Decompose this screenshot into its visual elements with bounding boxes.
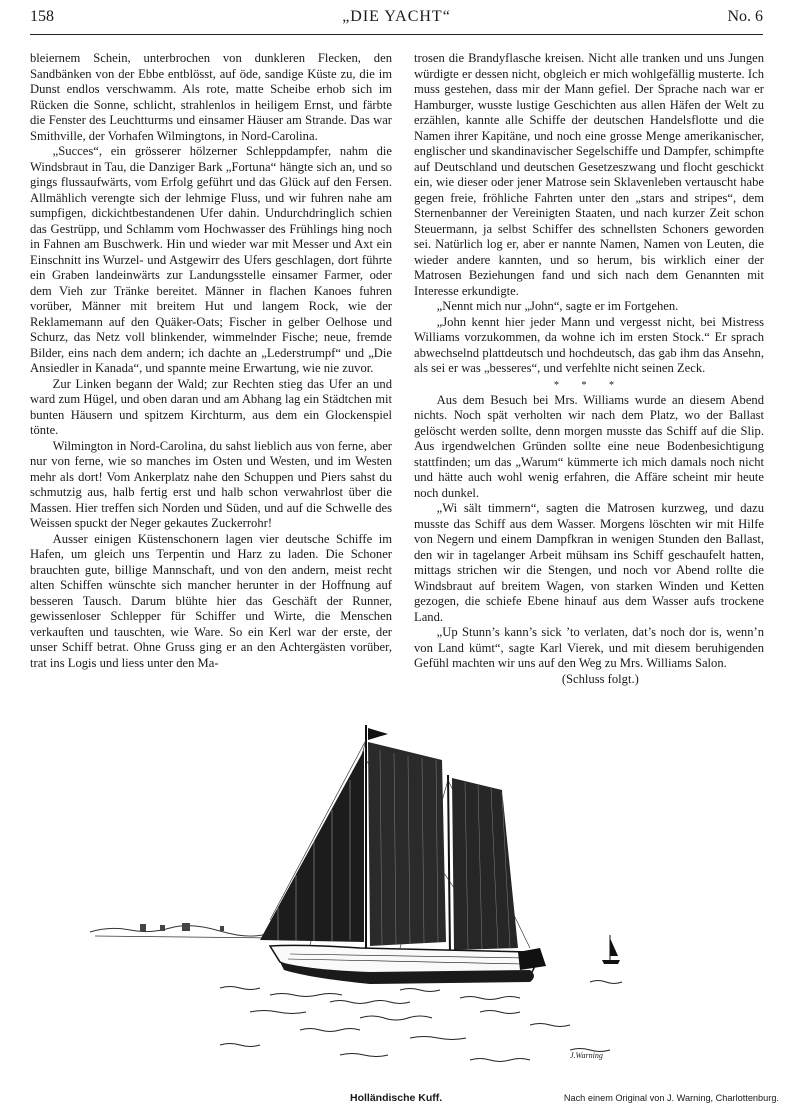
illustration-credit: Nach einem Original von J. Warning, Charlottenburg. [563,1093,779,1103]
sailing-ship-drawing [70,720,730,1090]
right-paragraph-3: „John kennt hier jeder Mann und vergesst nicht, bei Mistress Williams vorzukommen, da wohne ich im ersten Stock.“ Er sprach abwechselnd plattdeutsch und hochdeutsch, das gab ihm das Ansehn, als sei er was „besseres“, und verfehlte nicht seinen Zeck. [414,314,764,375]
section-break: * * * [554,379,624,391]
continued-note: (Schluss folgt.) [561,671,639,686]
water-ripples [220,981,622,1062]
distant-boat [602,935,620,964]
left-paragraph-4: Wilmington in Nord-Carolina, du sahst lieblich aus von ferne, aber nur von ferne, wie so manches im Osten und Westen, und im Westen mehr als dort! Vom Ankerplatz nahe den Schuppen und Piers sahst du schmutzig aus, halb fertig erst und halb schon verwahrlost über die Massen. Hier treffen sich Norden und Süden, und auf die Schwelle des Weissen spuckt der Neger gekautes Zuckerrohr! [30,438,392,530]
artist-signature: J.Warning [570,1051,603,1060]
right-paragraph-2: „Nennt mich nur „John“, sagte er im Fortgehen. [436,299,679,313]
left-paragraph-3: Zur Linken begann der Wald; zur Rechten stieg das Ufer an und ward zum Hügel, und oben daran und am Abhang lag ein Städtchen mit bunten Häusern und spitzem Kirchturm, aus dem ein Glockenspiel tönte. [30,376,392,437]
right-column [414,51,764,687]
left-paragraph-1: bleiernem Schein, unterbrochen von dunkleren Flecken, den Sandbänken von der Ebbe entblösst, auf öde, sandige Küste zu, die im Dunst endlos verschwamm. Als rote, matte Scheibe erhob sich im Rücken die Sonne, schlicht, strahlenlos in heiligem Ernst, und färbte die Fenster des Leuchtturms und einsamer Häuser am Strande. Das war Smithville, der Vorhafen Wilmingtons, in Nord-Carolina. [30,51,392,143]
main-sail [368,742,446,946]
page-header [30,4,763,30]
right-paragraph-4: Aus dem Besuch bei Mrs. Williams wurde an diesem Abend nichts. Noch spät verholten wir nach dem Platz, wo der Ballast gelöscht werden sollte, denn morgen musste das Schiff auf die Slip. Aus irgendwelchen Gründen sollte eine neue Bodenbesichtigung stattfinden; um das „Warum“ kümmerte ich mich damals noch nicht und hätte auch wohl wenig erfahren, die Affäre scheint mir heute noch dunkel. [414,392,764,500]
jib-sail [260,750,364,942]
mast-flag [368,728,388,740]
left-column [30,51,392,671]
shoreline [90,923,280,938]
journal-title: „DIE YACHT“ [342,8,451,25]
page-number: 158 [30,8,54,25]
right-paragraph-1: trosen die Brandyflasche kreisen. Nicht alle tranken und uns Jungen würdigte er dessen nicht, obgleich er mich wohlgefällig musterte. Ich muss gestehen, dass mir der Mann gefiel. Der Sprache nach war er Hamburger, wusste lustige Geschichten aus allen Häfen der Welt zu erzählen, kannte alle Schiffe der deutschen Handelsflotte und die Namen ihrer Kapitäne, und noch eine grosse Menge amerikanischer, englischer und skandinavischer Segelschiffe und Dampfer, schimpfte auf Deutschland und deutschen Gesetzeszwang und flocht geschickt ein, wie dieser oder jener Matrose sein Sklavenleben vertauscht habe gegen freie, fröhliche Fahrten unter den „stars and stripes“, dem Sternenbanner der Vereinigten Staaten, und nach kurzer Zeit schon Steuermann, ja selbst Schiffer des schnellsten Schoners geworden sei. Natürlich log er, aber er nannte Namen, Namen von Leuten, die wieder andere kannten, und so herum, bis wirklich einer der Matrosen Beziehungen fand und sich nach dem Genannten mit Interesse erkundigte. [414,51,764,298]
mizzen-sail [452,778,518,950]
right-paragraph-5: „Wi sält timmern“, sagten die Matrosen kurzweg, und dazu musste das Schiff aus dem Wasser. Morgens löschten wir mit Hilfe von Negern und einem Dampfkran in wenigen Stunden den Ballast, den wir in tagelanger Arbeit mühsam ins Schiff geschaufelt hatten, mittags strichen wir die Stengen, und noch vor Abend rollte die Windsbraut auf breitem Wagen, von starken Winden und Ketten gezogen, die schiefe Ebene hinauf aus dem Wasser aufs trockene Land. [414,501,764,624]
header-rule [30,34,763,35]
left-paragraph-5: Ausser einigen Küstenschonern lagen vier deutsche Schiffe im Hafen, um gleich uns Terpentin und Harz zu laden. Die Schoner brauchten gute, billige Mannschaft, und von den andern, meist recht alten Schiffen wünschte sich mancher herunter in der Hoffnung auf besseren Tausch. Darum blühte hier das Geschäft der Runner, gewissenloser Schlepper für Schiffer und Wirte, die Menschen verkauften und tauschten, wie Ware. So ein Kerl war der erste, der unser Schiff betrat. Ohne Gruss ging er an den Achtergästen vorüber, trat ins Logis und liess unter den Ma- [30,531,392,670]
right-paragraph-6: „Up Stunn’s kann’s sick ’to verlaten, dat’s noch dor is, wenn’n von Land kümt“, sagte Karl Vierek, und mit diesem beruhigenden Gefühl machten wir uns auf den Weg zu Mrs. Williams Salon. [414,625,764,670]
left-paragraph-2: „Succes“, ein grösserer hölzerner Schleppdampfer, nahm die Windsbraut in Tau, die Danziger Bark „Fortuna“ hängte sich an, und so gings flussaufwärts, vom Erfolg geführt und das Glück auf den Fersen. Allmählich verengte sich der lehmige Fluss, und wir fuhren nahe am sumpfigen, dickichtbestandenen Ufer dahin. Undurchdringlich schien das Gestrüpp, und Schlamm vom Hochwasser des Frühlings hing noch in Fahnen am Buschwerk. Hin und wieder war mit Messer und Axt ein Einschnitt ins Wurzel- und Astgewirr des Ufers geschlagen, dort führte ein Graben landeinwärts zur Landungsstelle einsamer Farmer, oder dem Vieh zur Tränke bereitet. Männer in flachen Kanoes fuhren vorüber, Männer mit breitem Hut und langem Rock, wie der Reklamemann auf den Quäker-Oats; Fischer in gelber Oelhose und Schurz, das Netz voll blinkender, wimmelnder Fische; neue, fremde Bilder, eins nach dem andern; ich dachte an „Lederstrumpf“ und „Die Ansiedler in Kanada“, und spannte meine Erwartung, wie nie zuvor. [30,144,392,375]
issue-number: No. 6 [727,8,763,25]
ship-illustration [70,720,730,1090]
illustration-caption: Holländische Kuff. [350,1092,443,1104]
tender-boat [518,948,546,970]
